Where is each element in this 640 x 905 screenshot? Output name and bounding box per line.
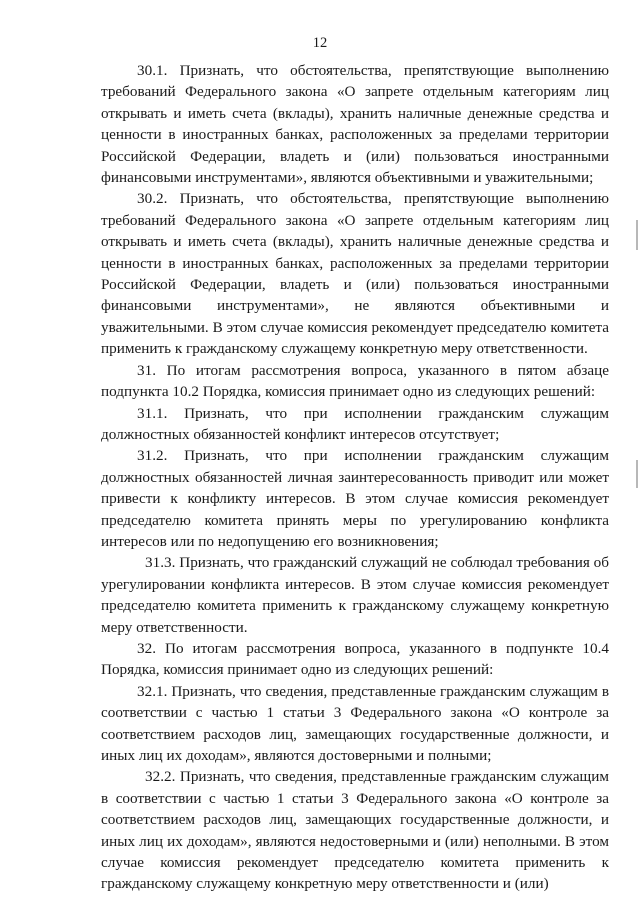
paragraph-32-1: 32.1. Признать, что сведения, представленные гражданским служащим в соответствии с частью 1 статьи 3 Федерального закона «О контроле за соответствием расходов лиц, замещающих государственные должности, и иных лиц их доходам», являются достоверными и полными; <box>101 682 609 764</box>
paragraph-31: 31. По итогам рассмотрения вопроса, указанного в пятом абзаце подпункта 10.2 Порядка, комиссия принимает одно из следующих решений: <box>101 361 609 401</box>
paragraph-31-2: 31.2. Признать, что при исполнении гражданским служащим должностных обязанностей личная заинтересованность приводит или может привести к конфликту интересов. В этом случае комиссия рекомендует председателю комитета принять меры по урегулированию конфликта интересов или по недопущению его возникновения; <box>101 447 609 550</box>
document-body <box>101 60 609 895</box>
paragraph-32-2: 32.2. Признать, что сведения, представленные гражданским служащим в соответствии с частью 1 статьи 3 Федерального закона «О контроле за соответствием расходов лиц, замещающих государственные должности, и иных лиц их доходам», являются недостоверными и (или) неполными. В этом случае комиссия рекомендует председателю комитета применить к гражданскому служащему конкретную меру ответственности и (или) <box>101 768 609 893</box>
scan-edge-mark <box>636 220 638 250</box>
paragraph-32: 32. По итогам рассмотрения вопроса, указанного в подпункте 10.4 Порядка, комиссия принимает одно из следующих решений: <box>101 639 609 679</box>
paragraph-30-1: 30.1. Признать, что обстоятельства, препятствующие выполнению требований Федерального закона «О запрете отдельным категориям лиц открывать и иметь счета (вклады), хранить наличные денежные средства и ценности в иностранных банках, расположенных за пределами территории Российской Федерации, владеть и (или) пользоваться иностранными финансовыми инструментами», являются объективными и уважительными; <box>101 62 609 187</box>
paragraph-31-3: 31.3. Признать, что гражданский служащий не соблюдал требования об урегулировании конфликта интересов. В этом случае комиссия рекомендует председателю комитета применить к гражданскому служащему конкретную меру ответственности. <box>101 554 609 636</box>
paragraph-30-2: 30.2. Признать, что обстоятельства, препятствующие выполнению требований Федерального закона «О запрете отдельным категориям лиц открывать и иметь счета (вклады), хранить наличные денежные средства и ценности в иностранных банках, расположенных за пределами территории Российской Федерации, владеть и (или) пользоваться иностранными финансовыми инструментами», не являются объективными и уважительными. В этом случае комиссия рекомендует председателю комитета применить к гражданскому служащему конкретную меру ответственности. <box>101 190 609 358</box>
page-number: 12 <box>312 35 328 51</box>
paragraph-31-1: 31.1. Признать, что при исполнении гражданским служащим должностных обязанностей конфликт интересов отсутствует; <box>101 404 609 443</box>
scan-edge-mark <box>636 460 638 488</box>
